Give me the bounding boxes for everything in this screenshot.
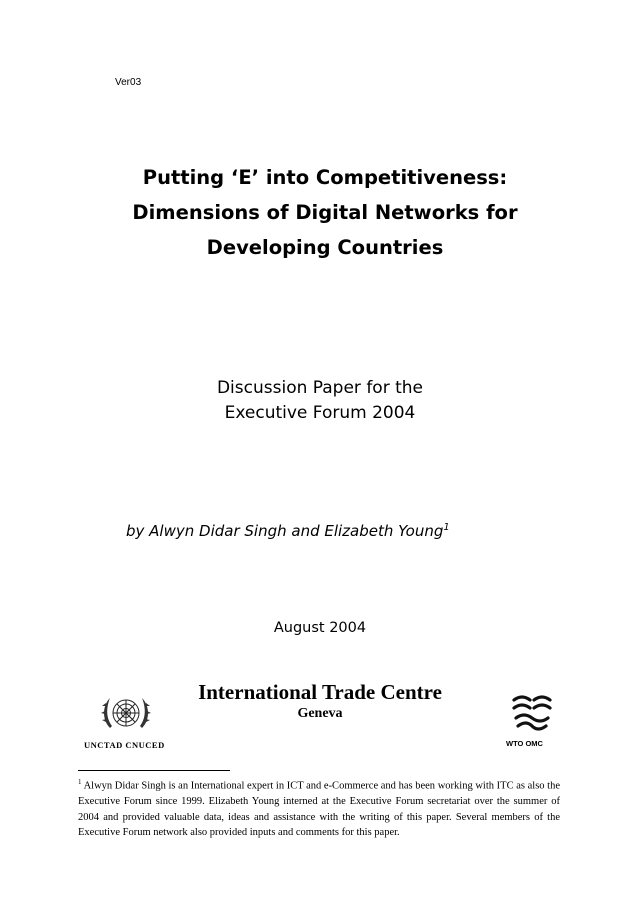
- wto-logo-icon: [510, 692, 554, 734]
- footnote-text: Alwyn Didar Singh is an International expert in ICT and e-Commerce and has been working with ITC as also the Executive Forum since 1999. Elizabeth Young interned at the Executive Forum secretariat over the summer of 2004 and provided valuable data, ideas and assistance with the writing of this paper. Several members of the Executive Forum network also provided inputs and comments for this paper.: [78, 780, 561, 838]
- subtitle-line-1: Discussion Paper for the: [216, 378, 424, 398]
- document-subtitle: [120, 376, 520, 426]
- title-line-2: Dimensions of Digital Networks for: [132, 201, 518, 224]
- document-title: [60, 160, 590, 265]
- footnote-separator: [78, 770, 230, 771]
- wto-caption: WTO OMC: [506, 739, 543, 748]
- organization-city: Geneva: [297, 706, 343, 721]
- footnote-marker: 1: [78, 778, 82, 786]
- footnote-reference: 1: [443, 522, 450, 533]
- version-label: Ver03: [115, 77, 142, 88]
- title-line-1: Putting ‘E’ into Competitiveness:: [142, 166, 508, 189]
- subtitle-line-2: Executive Forum 2004: [224, 403, 416, 423]
- unctad-caption: UNCTAD CNUCED: [84, 740, 165, 750]
- authors-text: by Alwyn Didar Singh and Elizabeth Young: [126, 522, 444, 540]
- un-emblem-icon: [96, 692, 156, 738]
- footnote: [78, 775, 560, 841]
- title-line-3: Developing Countries: [206, 236, 444, 259]
- organization-name: International Trade Centre: [198, 680, 442, 704]
- authors-line: [126, 522, 450, 540]
- publication-date: August 2004: [273, 620, 367, 636]
